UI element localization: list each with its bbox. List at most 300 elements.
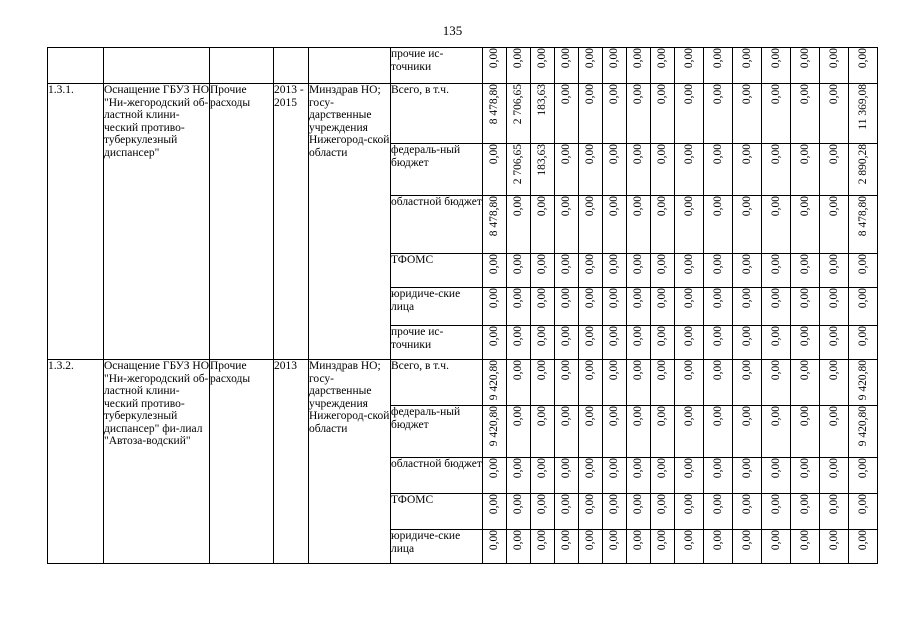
amount-cell [704,458,733,494]
amount-cell [820,144,849,196]
amount-value: 0,00 [740,48,753,69]
amount-cell [651,288,675,326]
amount-value: 0,00 [740,530,753,551]
amount-cell [651,84,675,144]
amount-value: 0,00 [560,84,572,105]
amount-value: 0,00 [682,288,695,309]
amount-value: 0,00 [488,326,500,347]
amount-cell [531,84,555,144]
amount-value: 0,00 [711,144,724,165]
amount-value: 9 420,80 [856,406,869,447]
funding-source: федераль-ный бюджет [391,406,483,458]
amount-value: 0,00 [827,530,840,551]
amount-cell [627,196,651,254]
amount-cell [579,530,603,564]
amount-cell [531,360,555,406]
amount-cell [579,326,603,360]
amount-value: 0,00 [740,84,753,105]
amount-value: 0,00 [584,254,596,275]
amount-value: 0,00 [856,530,869,551]
amount-cell [733,406,762,458]
amount-value: 0,00 [632,458,644,479]
amount-cell [507,288,531,326]
amount-cell [531,494,555,530]
amount-value: 0,00 [488,494,500,515]
amount-cell [762,458,791,494]
amount-cell [555,360,579,406]
amount-value: 0,00 [711,458,724,479]
amount-value: 0,00 [584,406,596,427]
amount-cell [555,84,579,144]
amount-cell [603,326,627,360]
amount-value: 0,00 [798,84,811,105]
amount-cell [603,406,627,458]
amount-value: 0,00 [584,360,596,381]
amount-cell [579,254,603,288]
amount-value: 0,00 [632,326,644,347]
amount-value: 8 478,80 [856,196,869,237]
amount-value: 0,00 [827,288,840,309]
amount-cell [733,84,762,144]
amount-cell [704,406,733,458]
amount-cell [627,254,651,288]
amount-cell [651,254,675,288]
amount-value: 0,00 [798,458,811,479]
amount-cell [603,144,627,196]
amount-value: 0,00 [827,48,840,69]
amount-cell [733,494,762,530]
amount-value: 0,00 [512,458,524,479]
executor: Минздрав НО; госу-дарственные учреждения Нижегород-ской области [309,360,391,564]
amount-cell [555,288,579,326]
amount-cell [820,406,849,458]
amount-value: 0,00 [560,144,572,165]
amount-value: 0,00 [584,458,596,479]
amount-value: 0,00 [632,530,644,551]
page-number: 135 [442,23,463,38]
amount-cell [627,144,651,196]
amount-cell [820,196,849,254]
amount-value: 0,00 [827,84,840,105]
amount-value: 0,00 [632,406,644,427]
amount-cell [849,458,878,494]
amount-value: 0,00 [584,288,596,309]
amount-value: 0,00 [769,288,782,309]
amount-cell [791,84,820,144]
amount-cell [507,48,531,84]
amount-value: 0,00 [656,196,668,217]
amount-cell [733,48,762,84]
funding-source: прочие ис-точники [391,326,483,360]
item-name [104,48,210,84]
amount-value: 0,00 [769,494,782,515]
amount-cell [483,406,507,458]
amount-cell [820,288,849,326]
amount-value: 8 478,80 [488,84,500,125]
amount-cell [675,196,704,254]
amount-value: 0,00 [798,406,811,427]
amount-value: 0,00 [740,458,753,479]
amount-cell [820,326,849,360]
amount-cell [675,288,704,326]
funding-source: юридиче-ские лица [391,288,483,326]
amount-value: 0,00 [798,530,811,551]
amount-cell [651,360,675,406]
item-code: 1.3.2. [48,360,104,564]
amount-value: 0,00 [512,326,524,347]
amount-cell [762,406,791,458]
implementation-period [274,48,309,84]
amount-value: 0,00 [560,360,572,381]
amount-cell [849,144,878,196]
amount-cell [507,530,531,564]
amount-value: 0,00 [560,254,572,275]
amount-cell [704,84,733,144]
amount-cell [733,530,762,564]
amount-value: 0,00 [740,288,753,309]
amount-cell [579,144,603,196]
amount-value: 0,00 [488,254,500,275]
amount-cell [762,494,791,530]
amount-cell [507,494,531,530]
amount-cell [507,360,531,406]
amount-value: 0,00 [682,48,695,69]
amount-value: 0,00 [711,254,724,275]
amount-value: 0,00 [536,406,548,427]
amount-cell [762,326,791,360]
amount-value: 0,00 [827,196,840,217]
amount-cell [555,48,579,84]
amount-value: 0,00 [656,530,668,551]
amount-value: 0,00 [682,326,695,347]
amount-value: 0,00 [856,48,869,69]
amount-cell [762,530,791,564]
amount-cell [762,84,791,144]
amount-value: 0,00 [682,494,695,515]
expense-category: Прочие расходы [210,84,274,360]
amount-value: 0,00 [656,254,668,275]
amount-value: 2 890,28 [856,144,869,185]
amount-cell [531,254,555,288]
amount-value: 0,00 [769,196,782,217]
amount-value: 0,00 [740,360,753,381]
amount-cell [507,196,531,254]
amount-value: 0,00 [584,48,596,69]
amount-cell [531,458,555,494]
amount-cell [603,254,627,288]
amount-cell [849,360,878,406]
amount-cell [704,196,733,254]
amount-cell [849,406,878,458]
amount-cell [579,494,603,530]
amount-cell [791,530,820,564]
amount-cell [791,494,820,530]
amount-cell [791,288,820,326]
funding-source: ТФОМС [391,494,483,530]
amount-value: 0,00 [682,406,695,427]
amount-value: 0,00 [656,494,668,515]
amount-cell [791,254,820,288]
amount-value: 0,00 [856,458,869,479]
amount-cell [531,530,555,564]
amount-cell [507,254,531,288]
amount-value: 0,00 [656,84,668,105]
amount-value: 0,00 [536,254,548,275]
amount-value: 0,00 [769,48,782,69]
amount-value: 0,00 [711,494,724,515]
amount-cell [603,288,627,326]
amount-cell [627,326,651,360]
amount-value: 0,00 [682,254,695,275]
amount-cell [555,494,579,530]
amount-value: 0,00 [512,406,524,427]
amount-cell [651,458,675,494]
amount-value: 0,00 [827,406,840,427]
amount-cell [579,48,603,84]
amount-value: 0,00 [656,326,668,347]
amount-value: 0,00 [536,458,548,479]
amount-value: 0,00 [488,458,500,479]
amount-value: 0,00 [632,360,644,381]
amount-cell [733,254,762,288]
amount-value: 0,00 [769,144,782,165]
amount-value: 0,00 [512,48,524,69]
executor [309,48,391,84]
amount-value: 0,00 [827,254,840,275]
expense-category: Прочие расходы [210,360,274,564]
funding-source: прочие ис-точники [391,48,483,84]
amount-cell [675,406,704,458]
amount-cell [627,530,651,564]
amount-value: 0,00 [584,530,596,551]
amount-value: 9 420,80 [488,360,500,401]
amount-cell [791,144,820,196]
amount-value: 0,00 [827,494,840,515]
amount-cell [555,406,579,458]
amount-value: 0,00 [584,326,596,347]
amount-cell [579,360,603,406]
amount-value: 0,00 [740,196,753,217]
amount-value: 0,00 [682,84,695,105]
amount-cell [483,458,507,494]
amount-cell [849,288,878,326]
amount-value: 0,00 [827,458,840,479]
amount-value: 0,00 [856,288,869,309]
amount-value: 0,00 [608,360,620,381]
amount-value: 0,00 [632,84,644,105]
amount-value: 0,00 [584,196,596,217]
amount-value: 0,00 [560,530,572,551]
amount-cell [531,406,555,458]
amount-value: 0,00 [740,494,753,515]
amount-cell [704,288,733,326]
amount-cell [675,530,704,564]
implementation-period: 2013 - 2015 [274,84,309,360]
amount-value: 0,00 [608,144,620,165]
amount-value: 0,00 [711,530,724,551]
amount-cell [579,288,603,326]
amount-value: 0,00 [608,458,620,479]
amount-value: 0,00 [827,144,840,165]
amount-cell [603,530,627,564]
amount-cell [579,196,603,254]
amount-cell [507,326,531,360]
amount-value: 0,00 [608,530,620,551]
amount-cell [627,84,651,144]
amount-value: 0,00 [536,360,548,381]
amount-value: 0,00 [798,48,811,69]
amount-value: 0,00 [488,288,500,309]
amount-cell [507,144,531,196]
amount-cell [675,494,704,530]
amount-cell [762,288,791,326]
amount-cell [733,326,762,360]
amount-cell [820,360,849,406]
amount-value: 0,00 [632,144,644,165]
amount-cell [651,48,675,84]
amount-cell [733,196,762,254]
funding-source: юридиче-ские лица [391,530,483,564]
amount-value: 0,00 [769,254,782,275]
amount-cell [651,530,675,564]
amount-cell [483,48,507,84]
amount-cell [483,288,507,326]
amount-cell [791,48,820,84]
amount-value: 0,00 [711,196,724,217]
amount-value: 0,00 [536,326,548,347]
amount-cell [555,530,579,564]
amount-cell [531,48,555,84]
amount-value: 0,00 [711,48,724,69]
amount-cell [675,48,704,84]
amount-cell [531,144,555,196]
amount-value: 0,00 [512,254,524,275]
amount-cell [483,326,507,360]
amount-value: 0,00 [656,360,668,381]
amount-cell [762,144,791,196]
executor: Минздрав НО; госу-дарственные учреждения Нижегород-ской области [309,84,391,360]
amount-value: 0,00 [711,288,724,309]
table-row [48,48,878,84]
amount-value: 0,00 [798,144,811,165]
amount-value: 2 706,65 [512,144,524,185]
amount-value: 0,00 [656,288,668,309]
amount-value: 0,00 [682,196,695,217]
amount-value: 0,00 [798,288,811,309]
amount-value: 0,00 [560,458,572,479]
amount-value: 0,00 [632,494,644,515]
amount-value: 0,00 [512,360,524,381]
amount-value: 0,00 [584,144,596,165]
amount-value: 0,00 [656,48,668,69]
amount-cell [555,326,579,360]
amount-cell [849,530,878,564]
amount-value: 0,00 [608,84,620,105]
amount-cell [651,494,675,530]
amount-value: 0,00 [769,406,782,427]
amount-cell [579,84,603,144]
amount-value: 0,00 [632,48,644,69]
amount-value: 9 420,80 [488,406,500,447]
amount-cell [849,84,878,144]
amount-cell [675,84,704,144]
amount-value: 0,00 [536,530,548,551]
amount-value: 0,00 [682,458,695,479]
amount-value: 0,00 [632,196,644,217]
amount-cell [820,84,849,144]
amount-cell [555,254,579,288]
amount-cell [704,48,733,84]
table-row [48,84,878,144]
amount-value: 0,00 [608,196,620,217]
amount-cell [507,406,531,458]
amount-cell [627,458,651,494]
amount-value: 0,00 [608,48,620,69]
amount-cell [603,494,627,530]
amount-cell [483,494,507,530]
amount-value: 9 420,80 [856,360,869,401]
amount-cell [555,458,579,494]
amount-cell [579,458,603,494]
amount-cell [762,48,791,84]
amount-value: 0,00 [827,360,840,381]
amount-cell [627,288,651,326]
amount-value: 0,00 [536,48,548,69]
amount-value: 0,00 [560,494,572,515]
amount-value: 0,00 [608,288,620,309]
amount-cell [675,458,704,494]
amount-value: 183,63 [536,144,548,176]
funding-source: Всего, в т.ч. [391,360,483,406]
amount-cell [579,406,603,458]
amount-cell [483,84,507,144]
amount-value: 0,00 [798,326,811,347]
amount-value: 0,00 [769,458,782,479]
amount-cell [675,326,704,360]
amount-value: 0,00 [512,288,524,309]
amount-cell [704,360,733,406]
amount-value: 0,00 [798,494,811,515]
amount-cell [704,326,733,360]
amount-value: 0,00 [488,144,500,165]
amount-cell [733,144,762,196]
amount-cell [651,196,675,254]
amount-cell [603,458,627,494]
funding-source: федераль-ный бюджет [391,144,483,196]
amount-cell [651,406,675,458]
amount-cell [627,494,651,530]
amount-value: 0,00 [560,406,572,427]
amount-cell [675,254,704,288]
amount-value: 0,00 [682,530,695,551]
funding-source: областной бюджет [391,458,483,494]
amount-value: 0,00 [608,494,620,515]
amount-value: 0,00 [632,254,644,275]
amount-cell [791,458,820,494]
amount-value: 0,00 [536,494,548,515]
funding-source: областной бюджет [391,196,483,254]
amount-value: 0,00 [740,406,753,427]
amount-cell [603,48,627,84]
amount-value: 0,00 [740,326,753,347]
amount-cell [704,144,733,196]
amount-cell [791,406,820,458]
amount-value: 0,00 [656,406,668,427]
amount-cell [627,406,651,458]
amount-cell [531,326,555,360]
amount-value: 0,00 [608,254,620,275]
amount-value: 0,00 [682,360,695,381]
